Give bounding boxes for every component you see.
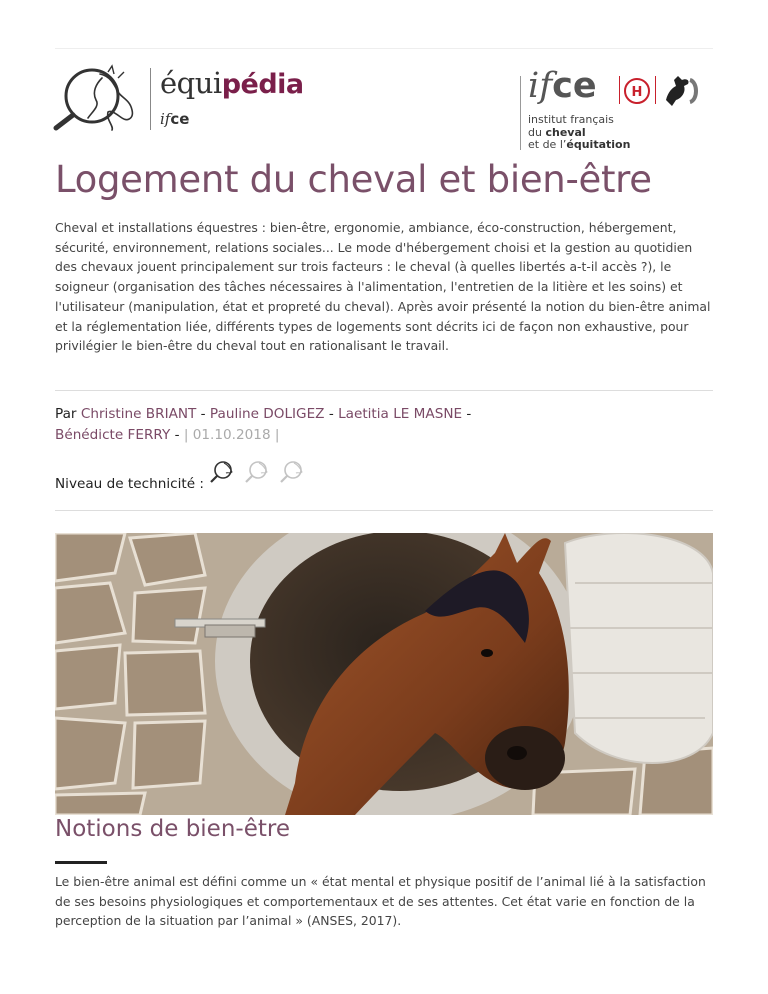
level-2-icon (246, 462, 267, 482)
logo-separator (150, 68, 151, 130)
section-title-underline (55, 861, 107, 864)
page-title: Logement du cheval et bien-être (55, 158, 652, 201)
ifce-red-bar-right (655, 76, 656, 104)
section-title: Notions de bien-être (55, 816, 290, 842)
author-link-2[interactable]: Pauline DOLIGEZ (209, 406, 325, 422)
section-paragraph: Le bien-être animal est défini comme un « état mental et physique positif de l’animal lié à la satisfaction de ses besoins physiologiques et comportementaux et de ses attentes. Cet état varie en fonction de la perception de la situation par l’animal » (ANSES, 2017). (55, 874, 706, 929)
intro-paragraph: Cheval et installations équestres : bien-être, ergonomie, ambiance, éco-construction, hébergement, sécurité, environnement, relations sociales... Le mode d'hébergement choisi et la gestion au quotidien des chevaux jouent principalement sur trois facteurs : le cheval (à quelles libertés a-t-il accès ?), le soigneur (organisation des tâches nécessaires à l'alimentation, l'entretien de la litière et les soins) et l'utilisateur (manipulation, état et propreté du cheval). Après avoir présenté la notion du bien-être animal et la réglementation liée, différents types de logements sont décrits ici de façon non exhaustive, pour privilégier le bien-être du cheval tout en rationalisant le travail. (55, 220, 711, 354)
technicity-label: Niveau de technicité : (55, 476, 204, 492)
haras-seal-icon: H (624, 78, 650, 104)
ifce-tagline: institut français du cheval et de l’équitation (528, 113, 631, 151)
ifce-wordmark[interactable]: ifce (528, 66, 597, 106)
horse-stall-photo (55, 533, 713, 815)
level-3-icon (281, 462, 302, 482)
authors-line: Par Christine BRIANT - Pauline DOLIGEZ - Laetitia LE MASNE - Bénédicte FERRY - | 01.10.2018 | (55, 406, 472, 443)
divider-top (55, 390, 713, 391)
publish-date: | 01.10.2018 | (183, 427, 280, 443)
cadre-noir-horse-icon (660, 70, 700, 110)
ifce-red-bar-left (619, 76, 620, 104)
equipedia-wordmark[interactable]: équipédia (160, 66, 304, 100)
technicity-level-icons (208, 458, 308, 486)
equipedia-ifce-sub: ifce (160, 110, 190, 128)
author-link-1[interactable]: Christine BRIANT (80, 406, 197, 422)
author-link-4[interactable]: Bénédicte FERRY (55, 427, 171, 443)
level-1-icon (211, 462, 232, 482)
top-divider (55, 48, 713, 49)
ifce-separator (520, 76, 521, 150)
divider-bottom (55, 510, 713, 511)
author-link-3[interactable]: Laetitia LE MASNE (338, 406, 463, 422)
